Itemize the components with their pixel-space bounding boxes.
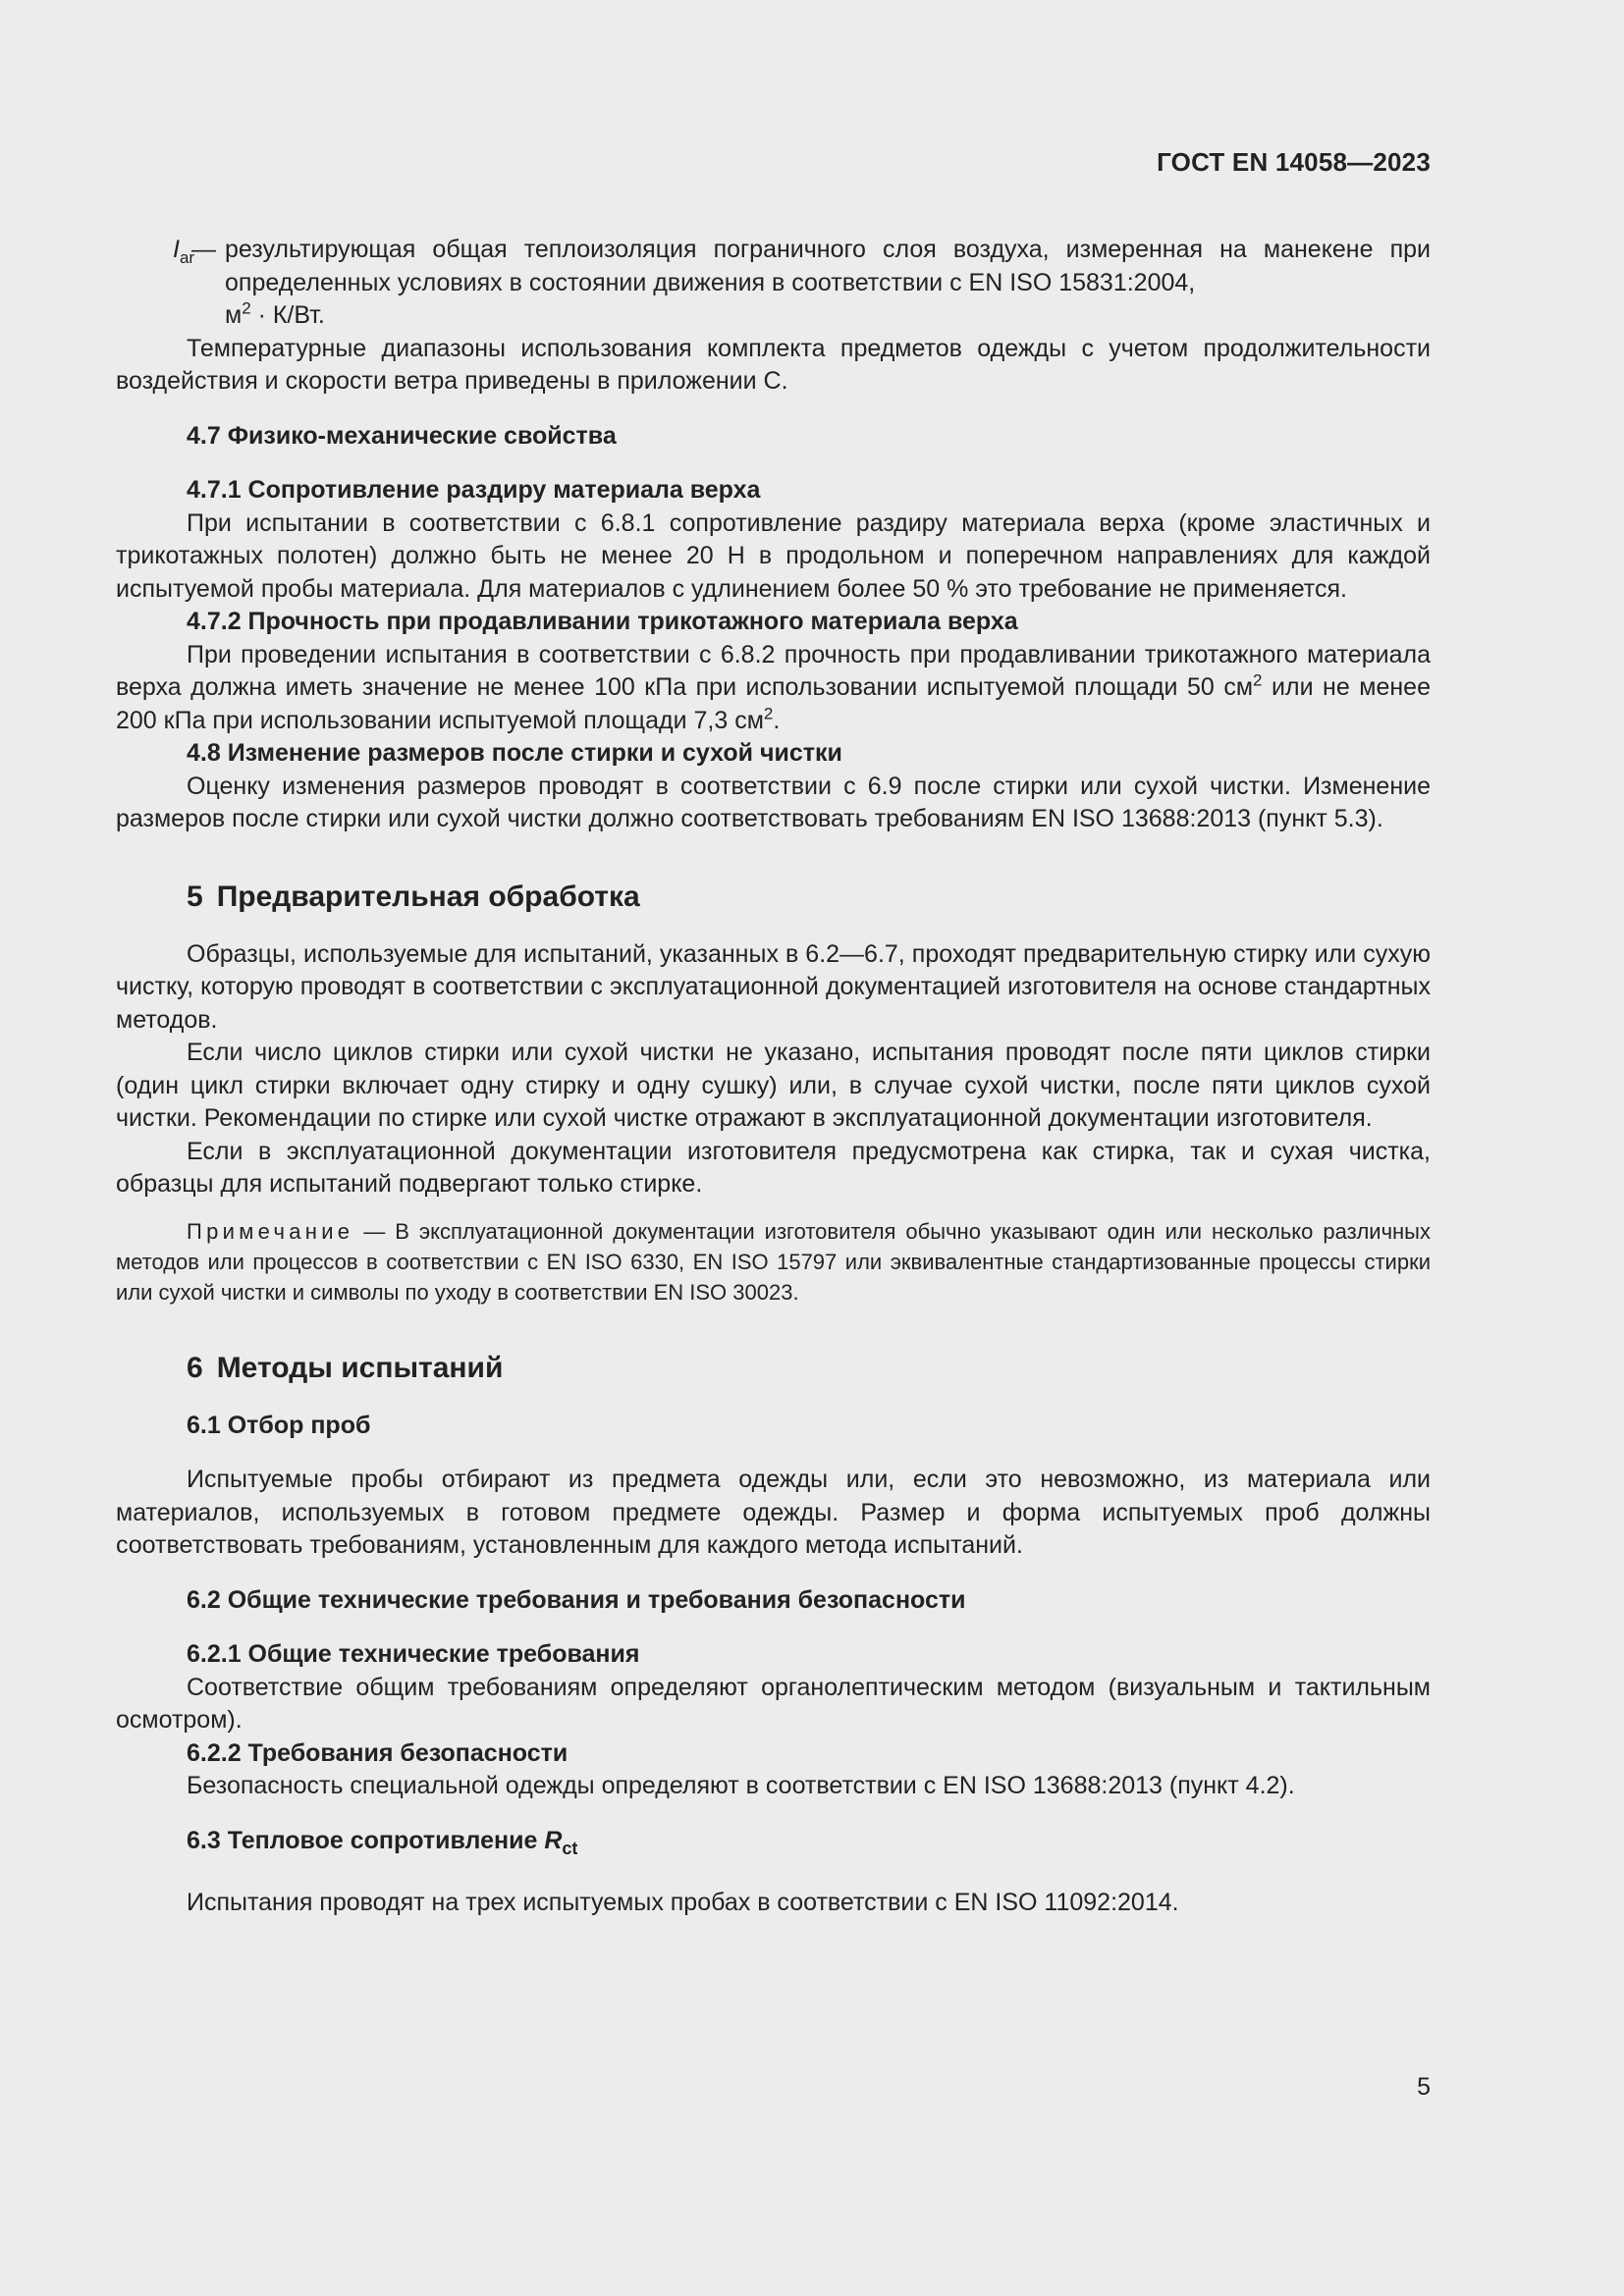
section-5-heading: 5 Предварительная обработка xyxy=(187,880,640,913)
page-number: 5 xyxy=(1417,2073,1431,2101)
section-6-heading: 6 Методы испытаний xyxy=(187,1351,504,1384)
heading-6-2-1: 6.2.1 Общие технические требования xyxy=(187,1640,640,1668)
paragraph-6-2-2: Безопасность специальной одежды определяют в соответствии с EN ISO 13688:2013 (пункт 4.2). xyxy=(187,1772,1295,1799)
paragraph-6-3: Испытания проводят на трех испытуемых пробах в соответствии с EN ISO 11092:2014. xyxy=(187,1889,1179,1916)
paragraph-4-7-1: При испытании в соответствии с 6.8.1 сопротивление раздиру материала верха (кроме эластичных и трикотажных полотен) должно быть не менее 20 Н в продольном и поперечном направлениях для каждой испытуемой пробы материала. Для материалов с удлинением более 50 % это требование не применяется. xyxy=(116,508,1431,603)
paragraph-temperature-ranges: Температурные диапазоны использования комплекта предметов одежды с учетом продолжительности воздействия и скорости ветра приведены в приложении С. xyxy=(116,334,1431,395)
paragraph-4-7-2: При проведении испытания в соответствии с 6.8.2 прочность при продавливании трикотажного материала верха должна иметь значение не менее 100 кПа при использовании испытуемой площади 50 $см^2$ или не менее 200 кПа при использовании испытуемой площади 7,3 $см^2$. xyxy=(116,640,1431,734)
heading-6-1: 6.1 Отбор проб xyxy=(187,1411,371,1439)
page-content xyxy=(116,234,1431,1920)
note-5: Примечание — В эксплуатационной документации изготовителя обычно указывают один или несколько различных методов или процессов в соответствии с EN ISO 6330, EN ISO 15797 или эквивалентные стандартизованные процессы стирки или сухой чистки и символы по уходу в соответствии EN ISO 30023. xyxy=(116,1218,1431,1305)
note-label: Примечание xyxy=(187,1218,354,1244)
heading-4-7-1: 4.7.1 Сопротивление раздиру материала верха xyxy=(187,476,761,504)
paragraph-6-1: Испытуемые пробы отбирают из предмета одежды или, если это невозможно, из материала или материалов, используемых в готовом предмете одежды. Размер и форма испытуемых проб должны соответствовать требованиям, установленным для каждого метода испытаний. xyxy=(116,1466,1431,1559)
heading-6-2: 6.2 Общие технические требования и требования безопасности xyxy=(187,1585,966,1614)
heading-6-3: 6.3 Тепловое сопротивление $R_{ct}$ xyxy=(187,1826,578,1858)
definition-text: результирующая общая теплоизоляция пограничного слоя воздуха, измеренная на манекене при определенных условиях в состоянии движения в соответствии с EN ISO 15831:2004, $м^2 \cdot К/Вт$. xyxy=(225,236,1431,329)
paragraph-5-3: Если в эксплуатационной документации изготовителя предусмотрена как стирка, так и сухая чистка, образцы для испытаний подвергают только стирке. xyxy=(116,1137,1431,1198)
paragraph-6-2-1: Соответствие общим требованиям определяют органолептическим методом (визуальным и тактильным осмотром). xyxy=(116,1673,1431,1734)
standard-designation: ГОСТ EN 14058—2023 xyxy=(1157,147,1431,177)
definition-dash: — xyxy=(191,236,216,263)
symbol-definition xyxy=(116,234,1431,333)
paragraph-4-8: Оценку изменения размеров проводят в соответствии с 6.9 после стирки или сухой чистки. Изменение размеров после стирки или сухой чистки должно соответствовать требованиям EN ISO 13688:2013 (пункт 5.3). xyxy=(116,772,1431,832)
paragraph-5-1: Образцы, используемые для испытаний, указанных в 6.2—6.7, проходят предварительную стирку или сухую чистку, которую проводят в соответствии с эксплуатационной документацией изготовителя на основе стандартных методов. xyxy=(116,939,1431,1034)
heading-4-7: 4.7 Физико-механические свойства xyxy=(187,421,617,450)
heading-4-7-2: 4.7.2 Прочность при продавливании трикотажного материала верха xyxy=(187,608,1018,635)
heading-4-8: 4.8 Изменение размеров после стирки и сухой чистки xyxy=(187,739,842,767)
heading-6-2-2: 6.2.2 Требования безопасности xyxy=(187,1738,568,1767)
paragraph-5-2: Если число циклов стирки или сухой чистки не указано, испытания проводят после пяти циклов стирки (один цикл стирки включает одну стирку и одну сушку) или, в случае сухой чистки, после пяти циклов сухой чистки. Рекомендации по стирке или сухой чистке отражают в эксплуатационной документации изготовителя. xyxy=(116,1039,1431,1132)
definition-symbol: $I_{ar}$ xyxy=(173,236,195,267)
